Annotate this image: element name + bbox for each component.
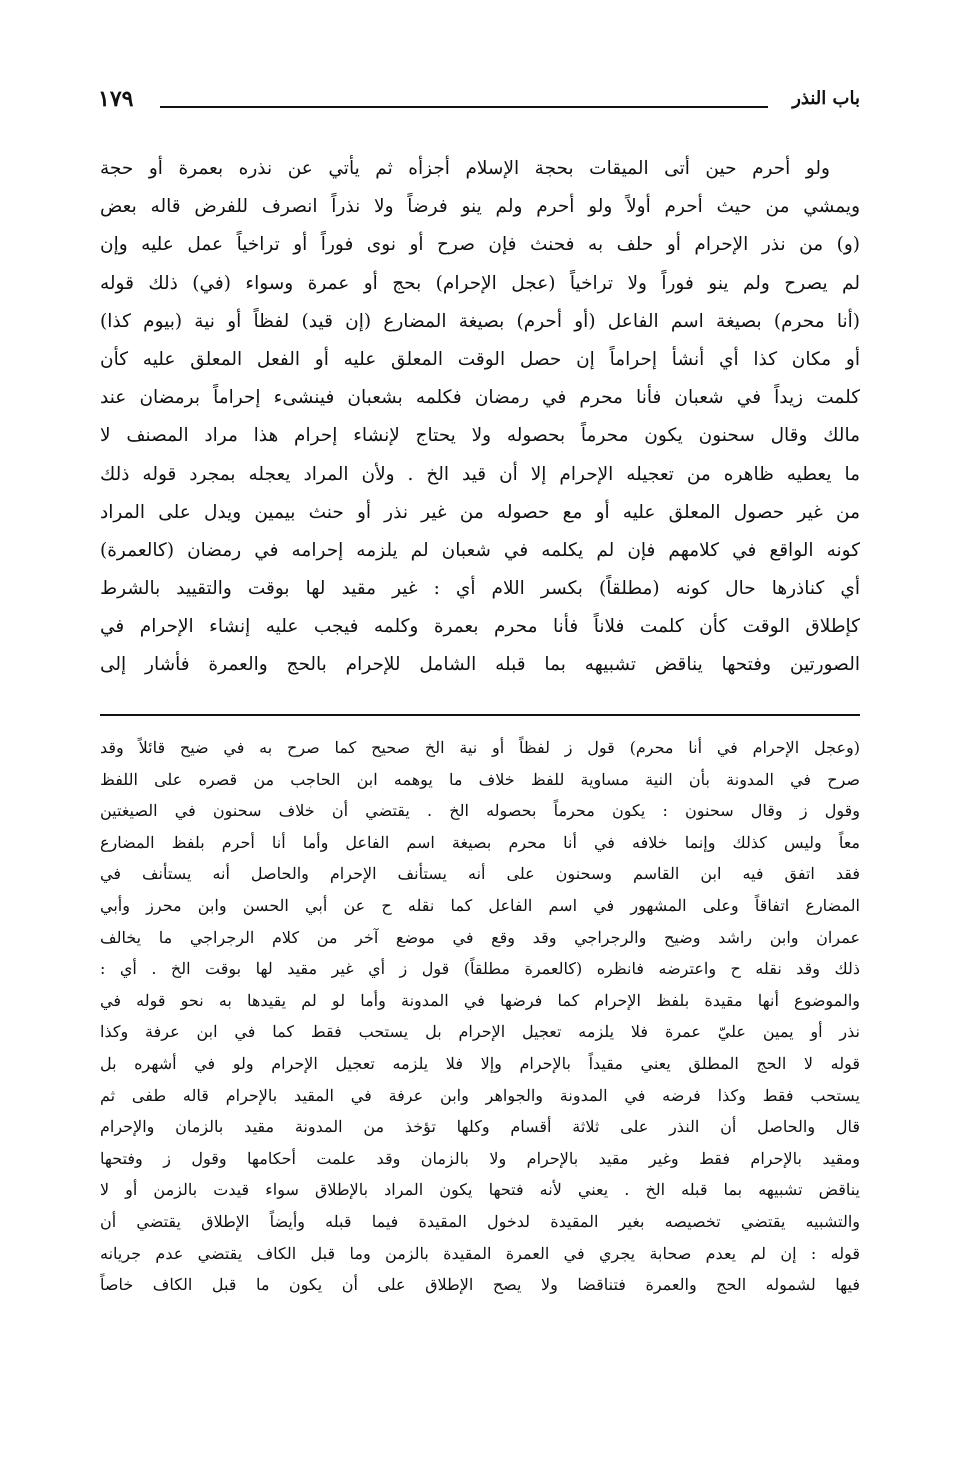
footnote-line: ذلك وقد نقله ح واعترضه فانظره (كالعمرة مطلقاً) قول ز أي غير مقيد لها بوقت الخ . أي : (100, 959, 860, 979)
main-text-line: (أنا محرم) بصيغة اسم الفاعل (أو أحرم) بصيغة المضارع (إن قيد) لفظاً أو نية (بيوم كذا) (100, 310, 860, 332)
chapter-title: باب النذر (792, 88, 860, 109)
footnote-line: صرح في المدونة بأن النية مساوية للفظ خلاف ما يوهمه ابن الحاجب من قصره على اللفظ (100, 769, 860, 789)
page-number: ١٧٩ (98, 86, 134, 112)
main-text-line: كونه الواقع في كلامهم فإن لم يكلمه في شعبان لم يلزمه إحرامه في رمضان (كالعمرة) (100, 539, 860, 561)
footnote-line: والتشبيه يقتضي تخصيصه بغير المقيدة لدخول المقيدة فيما قبله وأيضاً الإطلاق يقتضي أن (100, 1211, 860, 1231)
main-text-line: مالك وقال سحنون يكون محرماً بحصوله ولا يحتاج لإنشاء إحرام هذا مراد المصنف لا (100, 425, 860, 447)
footnote-line: يناقض تشبيهه بما قبله الخ . يعني لأنه فتحها يكون المراد بالإطلاق سواء قيدت بالزمن أو لا (100, 1180, 860, 1200)
footnote-line: المضارع اتفاقاً وعلى المشهور في اسم الفاعل كما نقله ح عن أبي الحسن وابن محرز وأبي (100, 895, 860, 915)
main-text-line: الصورتين وفتحها يناقض تشبيهه بما قبله الشامل للإحرام بالحج والعمرة فأشار إلى (100, 654, 860, 676)
main-text-line: ويمشي من حيث أحرم أولاً ولو أحرم ولم ينو فرضاً ولا نذراً انصرف للفرض قاله بعض (100, 196, 860, 218)
footnote-line: قال والحاصل أن النذر على ثلاثة أقسام وكلها تؤخذ من المدونة مقيد بالزمان والإحرام (100, 1117, 860, 1137)
main-text-line: ما يعطيه ظاهره من تعجيله الإحرام إلا أن قيد الخ . ولأن المراد يعجله بمجرد قوله ذلك (100, 463, 860, 485)
footnote-line: ومقيد بالإحرام فقط وغير مقيد بالإحرام ولا بالزمان وقد علمت أحكامها وقول ز وفتحها (100, 1148, 860, 1168)
footnote-separator (100, 714, 860, 716)
main-text-line: (و) من نذر الإحرام أو حلف به فحنث فإن صرح أو نوى فوراً أو تراخياً عمل عليه وإن (100, 234, 860, 256)
footnote-line: فقد اتفق فيه ابن القاسم وسحنون على أنه يستأنف الإحرام والحاصل أنه يستأنف في (100, 864, 860, 884)
main-text-line: من غير حصول المعلق عليه أو مع حصوله من غير نذر أو حنث بيمين ويدل على المراد (100, 501, 860, 523)
footnote-text (100, 732, 860, 1301)
footnote-line: قوله لا الحج المطلق يعني مقيداً بالإحرام وإلا فلا يلزمه تعجيل الإحرام ولو في أشهره بل (100, 1053, 860, 1073)
main-text-line: لم يصرح ولم ينو فوراً ولا تراخياً (عجل الإحرام) بحج أو عمرة وسواء (في) ذلك قوله (100, 272, 860, 294)
footnote-line: وقول ز وقال سحنون : يكون محرماً بحصوله الخ . يقتضي أن خلاف سحنون في الصيغتين (100, 801, 860, 821)
footnote-line: يستحب فقط وكذا فرضه في المدونة والجواهر وابن عرفة في المقيد بالإحرام قاله طفى ثم (100, 1085, 860, 1105)
page-header (98, 86, 860, 118)
main-text (100, 150, 860, 685)
main-text-line: أو مكان كذا أي أنشأ إحراماً إن حصل الوقت المعلق عليه أو الفعل المعلق عليه كأن (100, 348, 860, 370)
header-rule (160, 106, 768, 108)
main-text-line: أي كناذرها حال كونه (مطلقاً) بكسر اللام أي : غير مقيد لها بوقت والتقييد بالشرط (100, 578, 860, 600)
footnote-line: والموضوع أنها مقيدة بلفظ الإحرام كما فرضها في المدونة وأما لو لم يقيدها به نحو قوله في (100, 990, 860, 1010)
main-text-line: كلمت زيداً في شعبان فأنا محرم في رمضان فكلمه بشعبان فينشىء إحراماً برمضان عند (100, 387, 860, 409)
footnote-line: نذر أو يمين عليّ عمرة فلا يلزمه تعجيل الإحرام بل يستحب فقط كما في ابن عرفة وكذا (100, 1022, 860, 1042)
main-text-line: ولو أحرم حين أتى الميقات بحجة الإسلام أجزأه ثم يأتي عن نذره بعمرة أو حجة (100, 158, 830, 179)
main-text-line: كإطلاق الوقت كأن كلمت فلاناً فأنا محرم بعمرة وكلمه فيجب عليه إنشاء الإحرام في (100, 616, 860, 638)
footnote-line: معاً وليس كذلك وإنما خلافه في أنا محرم بصيغة اسم الفاعل وأما أنا أحرم بلفظ المضارع (100, 832, 860, 852)
footnote-line: (وعجل الإحرام في أنا محرم) قول ز لفظاً أو نية الخ صحيح كما صرح به في ضيح قائلاً وقد (100, 738, 860, 757)
footnote-line: قوله : إن لم يعدم صحابة يجري في العمرة المقيدة بالزمن وما قبل الكاف يقتضي عدم جريانه (100, 1243, 860, 1263)
footnote-line: عمران وابن راشد وضيح والرجراجي وقد وقع في موضع آخر من كلام الرجراجي ما يخالف (100, 927, 860, 947)
footnote-line: فيها لشموله الحج والعمرة فتناقضا ولا يصح الإطلاق على أن يكون ما قبل الكاف خاصاً (100, 1275, 860, 1295)
